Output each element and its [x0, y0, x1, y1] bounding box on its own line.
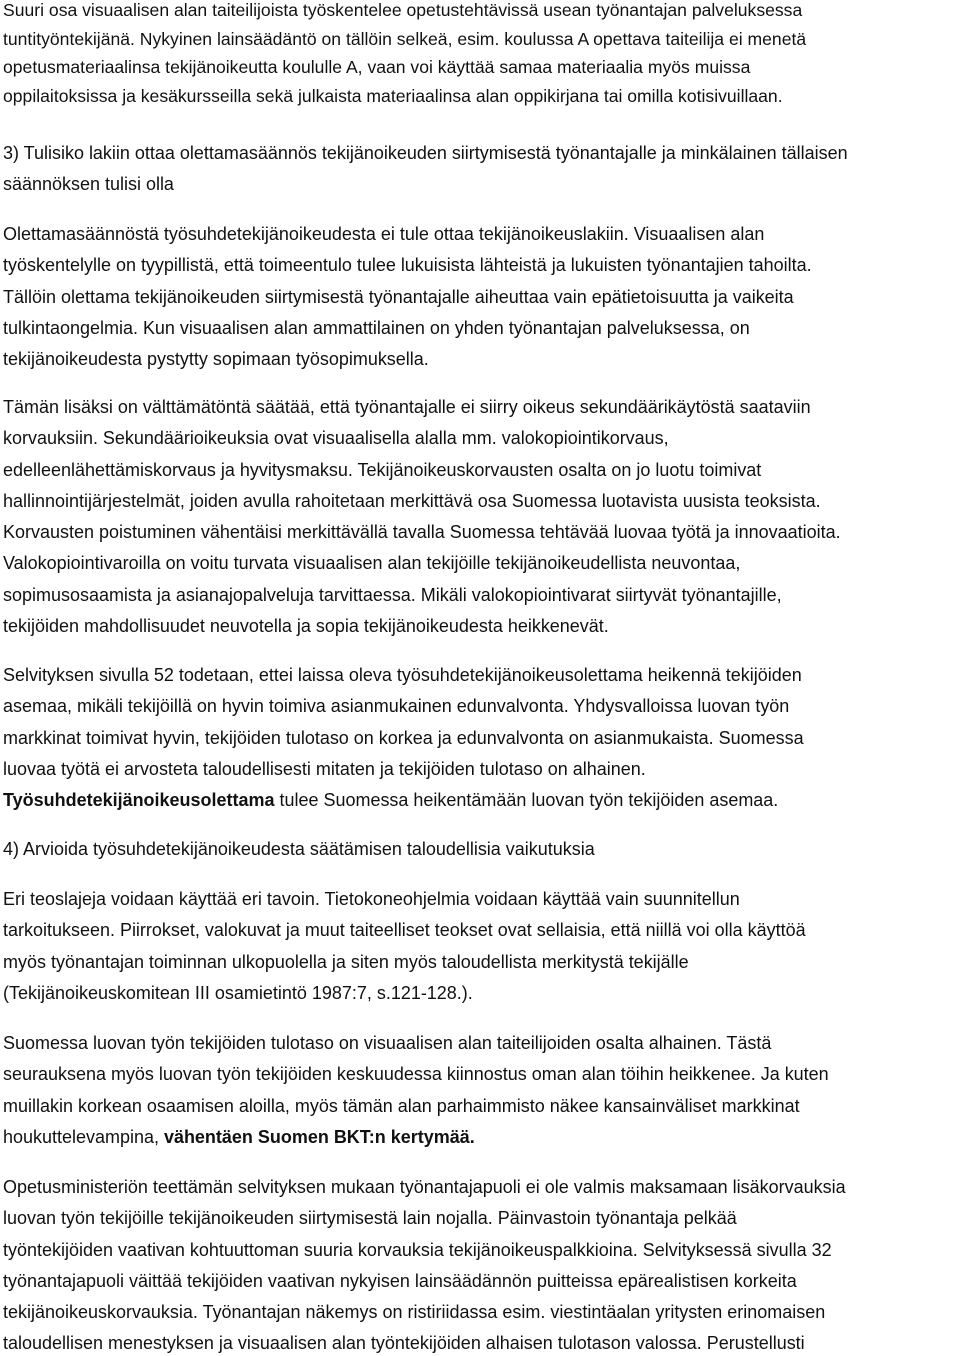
text-run: houkuttelevampina, — [3, 1126, 164, 1147]
text-line — [3, 486, 957, 517]
text-run: säännöksen tulisi olla — [3, 174, 174, 195]
text-line — [3, 834, 957, 865]
text-line — [3, 53, 957, 82]
text-run: korvauksiin. Sekundäärioikeuksia ovat visuaalisella alalla mm. valokopiointikorvaus, — [3, 428, 669, 449]
text-line — [3, 1122, 957, 1153]
text-run: muillakin korkean osaamisen aloilla, myös tämän alan parhaimmisto näkee kansainväliset markkinat — [3, 1095, 800, 1116]
paragraph-work-types — [3, 884, 958, 1009]
text-run: luovaa työtä ei arvosteta taloudellisesti mitaten ja tekijöiden tulotaso on alhainen. — [3, 758, 646, 779]
text-line — [3, 1297, 957, 1328]
text-line — [3, 915, 957, 946]
text-run: tulkintaongelmia. Kun visuaalisen alan ammattilainen on yhden työnantajan palveluksessa, on — [3, 317, 750, 338]
text-line — [3, 611, 957, 642]
text-line — [3, 392, 957, 423]
text-line — [3, 785, 957, 816]
text-line — [3, 455, 957, 486]
text-run: työntekijöiden vaativan kohtuuttoman suuria korvauksia tekijänoikeuspalkkioina. Selvityksessä sivulla 32 — [3, 1239, 832, 1260]
text-run: seurauksena myös luovan työn tekijöiden keskuudessa kiinnostus oman alan töihin heikkenee. Ja kuten — [3, 1064, 829, 1085]
text-line — [3, 517, 957, 548]
text-line — [3, 423, 957, 454]
text-line — [3, 691, 957, 722]
text-line — [3, 82, 957, 111]
text-run: tekijänoikeudesta pystytty sopimaan työsopimuksella. — [3, 349, 429, 370]
paragraph-no-presumption — [3, 219, 958, 375]
text-run: Tämän lisäksi on välttämätöntä säätää, että työnantajalle ei siirry oikeus sekundäärikäytöstä saataviin — [3, 397, 811, 417]
text-line — [3, 138, 957, 169]
text-run: tuntityöntekijänä. Nykyinen lainsäädäntö on tällöin selkeä, esim. koulussa A opettava taiteilija ei menetä — [3, 28, 807, 49]
text-run: (Tekijänoikeuskomitean III osamietintö 1987:7, s.121-128.). — [3, 982, 473, 1003]
text-run: taloudellisen menestyksen ja visuaalisen alan työntekijöiden alhaisen tulotason valossa. Perustellusti — [3, 1333, 805, 1354]
text-run: opetusmateriaalinsa tekijänoikeutta koululle A, vaan voi käyttää samaa materiaalia myös muissa — [3, 57, 751, 77]
text-run: Selvityksen sivulla 52 todetaan, ettei laissa oleva työsuhdetekijänoikeusolettama heikennä tekijöiden — [3, 665, 802, 685]
text-run: hallinnointijärjestelmät, joiden avulla rahoitetaan merkittävä osa Suomessa luotavista uusista teoksista. — [3, 490, 821, 511]
text-line — [3, 250, 957, 281]
text-line — [3, 723, 957, 754]
text-line — [3, 1266, 957, 1297]
text-run: edelleenlähettämiskorvaus ja hyvitysmaksu. Tekijänoikeuskorvausten osalta on jo luotu toimivat — [3, 459, 762, 480]
text-line — [3, 1235, 957, 1266]
text-run: Suomessa luovan työn tekijöiden tulotaso on visuaalisen alan taiteilijoiden osalta alhainen. Tästä — [3, 1033, 772, 1053]
text-run: tarkoitukseen. Piirrokset, valokuvat ja muut taiteelliset teokset ovat sellaisia, että niillä voi olla käyttöä — [3, 920, 806, 941]
text-line — [3, 219, 957, 250]
text-run: tekijänoikeuskorvauksia. Työnantajan näkemys on ristiriidassa esim. viestintäalan yritysten erinomaisen — [3, 1302, 826, 1323]
bold-text-run: vähentäen Suomen BKT:n kertymää. — [163, 1126, 475, 1147]
text-line — [3, 580, 957, 611]
paragraph-secondary-rights — [3, 392, 958, 642]
text-line — [3, 1059, 957, 1090]
text-run: Olettamasäännöstä työsuhdetekijänoikeudesta ei tule ottaa tekijänoikeuslakiin. Visuaalisen alan — [3, 224, 765, 244]
bold-text-run: Työsuhdetekijänoikeusolettama — [3, 790, 275, 811]
paragraph-intro — [3, 0, 958, 110]
paragraph-income-level — [3, 1028, 958, 1153]
text-run: asemaa, mikäli tekijöillä on hyvin toimiva asianmukainen edunvalvonta. Yhdysvalloissa luovan työn — [3, 696, 790, 717]
text-run: markkinat toimivat hyvin, tekijöiden tulotaso on korkea ja edunvalvonta on asianmukaista. Suomessa — [3, 727, 804, 748]
text-run: Korvausten poistuminen vähentäisi merkittävällä tavalla Suomessa tehtävää luovaa työtä ja innovaatioita. — [3, 522, 841, 543]
text-line — [3, 1328, 957, 1356]
text-line — [3, 0, 957, 25]
text-run: Tällöin olettama tekijänoikeuden siirtymisestä työnantajalle aiheuttaa vain epätietoisuutta ja vaikeita — [3, 286, 794, 307]
text-line — [3, 1172, 957, 1203]
text-line — [3, 548, 957, 579]
text-run: sopimusosaamista ja asianajopalveluja tarvittaessa. Mikäli valokopiointivarat siirtyvät työnantajille, — [3, 584, 782, 605]
text-line — [3, 313, 957, 344]
question-3-heading — [3, 138, 958, 201]
text-run: Eri teoslajeja voidaan käyttää eri tavoin. Tietokoneohjelmia voidaan käyttää vain suunnitellun — [3, 889, 740, 909]
text-line — [3, 344, 957, 375]
text-line — [3, 169, 957, 200]
question-4-heading — [3, 834, 958, 865]
text-run: Opetusministeriön teettämän selvityksen mukaan työnantajapuoli ei ole valmis maksamaan lisäkorvauksia — [3, 1177, 846, 1197]
text-line — [3, 1091, 957, 1122]
text-line — [3, 282, 957, 313]
text-line — [3, 947, 957, 978]
text-line — [3, 660, 957, 691]
paragraph-report-page-52 — [3, 660, 958, 816]
text-run: luovan työn tekijöille tekijänoikeuden siirtymisestä lain nojalla. Päinvastoin työnantaja pelkää — [3, 1208, 737, 1229]
text-run: 3) Tulisiko lakiin ottaa olettamasäännös tekijänoikeuden siirtymisestä työnantajalle ja minkälainen tällaisen — [3, 143, 848, 163]
text-run: Valokopiointivaroilla on voitu turvata visuaalisen alan tekijöille tekijänoikeudellista neuvontaa, — [3, 553, 741, 574]
text-line — [3, 884, 957, 915]
paragraph-ministry-report — [3, 1172, 958, 1356]
text-run: myös työnantajan toiminnan ulkopuolella ja siten myös taloudellista merkitystä tekijälle — [3, 951, 689, 972]
text-line — [3, 1203, 957, 1234]
text-run: oppilaitoksissa ja kesäkursseilla sekä julkaista materiaalinsa alan oppikirjana tai omilla kotisivuillaan. — [3, 85, 783, 106]
text-run: 4) Arvioida työsuhdetekijänoikeudesta säätämisen taloudellisia vaikutuksia — [3, 839, 595, 859]
text-line — [3, 978, 957, 1009]
text-run: Suuri osa visuaalisen alan taiteilijoista työskentelee opetustehtävissä usean työnantajan palveluksessa — [3, 0, 803, 20]
text-line — [3, 754, 957, 785]
text-run: tekijöiden mahdollisuudet neuvotella ja sopia tekijänoikeudesta heikkenevät. — [3, 616, 609, 637]
text-line — [3, 1028, 957, 1059]
text-line — [3, 25, 957, 54]
text-run: tulee Suomessa heikentämään luovan työn tekijöiden asemaa. — [274, 790, 779, 811]
text-run: työnantajapuoli väittää tekijöiden vaativan nykyisen lainsäädännön puitteissa epärealistisen korkeita — [3, 1270, 797, 1291]
text-run: työskentelylle on tyypillistä, että toimeentulo tulee lukuisista lähteistä ja lukuisten työnantajien tahoilta. — [3, 255, 812, 276]
